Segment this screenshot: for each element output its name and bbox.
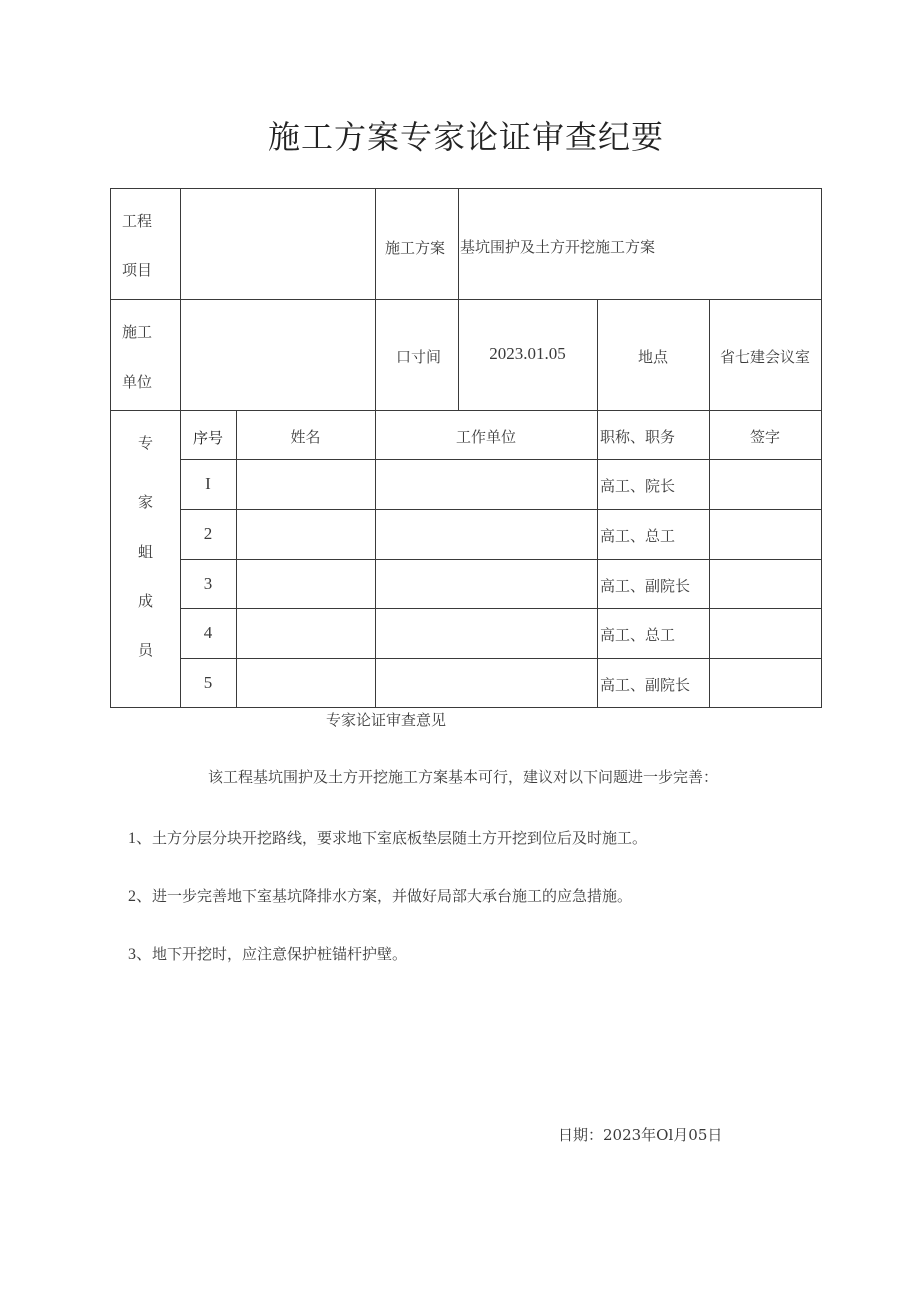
opinion-item-1: [128, 825, 647, 848]
opinion-item-2-index: 2、: [128, 888, 153, 905]
opinion-item-3-text: 地下开挖时，应注意保护桩锚杆护壁。: [152, 945, 408, 963]
document-title: 施工方案专家论证审查纪要: [267, 118, 664, 156]
opinion-item-2-text: 进一步完善地下室基坑降排水方案，并做好局部大承台施工的应急措施。: [152, 887, 633, 905]
opinion-item-2: [128, 883, 632, 906]
header-seq: 序号: [192, 429, 223, 447]
row-4-seq: 4: [203, 623, 213, 642]
expert-group-char-2: 家: [138, 493, 154, 511]
row-2-seq: 2: [203, 524, 213, 543]
expert-group-char-5: 员: [138, 641, 154, 659]
opinion-item-1-text: 土方分层分块开挖路线，要求地下室底板垫层随土方开挖到位后及时施工。: [152, 829, 648, 847]
row-1-seq: I: [205, 474, 211, 493]
row-5-seq: 5: [203, 673, 213, 692]
review-date: 日期：2023年Ol月05日: [558, 1126, 723, 1144]
opinion-item-3-index: 3、: [128, 946, 153, 963]
time-label: 口寸间: [396, 348, 442, 366]
project-label-line2: 项目: [122, 261, 153, 279]
row-3-seq: 3: [203, 574, 213, 593]
time-value: 2023.01.05: [489, 344, 566, 363]
header-org: 工作单位: [455, 428, 516, 446]
place-label: 地点: [637, 348, 668, 366]
row-1-title: 高工、院长: [600, 477, 676, 495]
place-value: 省七建会议室: [719, 348, 810, 366]
header-sign: 签字: [749, 428, 780, 446]
row-4-title: 高工、总工: [600, 626, 676, 644]
opinion-item-1-index: 1、: [128, 830, 153, 847]
expert-group-char-4: 成: [138, 592, 154, 610]
expert-group-char-3: 蛆: [138, 543, 154, 561]
project-label-line1: 工程: [122, 212, 153, 230]
opinion-heading: 专家论证审查意见: [326, 711, 447, 729]
row-3-title: 高工、副院长: [600, 577, 691, 595]
unit-label-line2: 单位: [122, 373, 153, 391]
plan-value: 基坑围护及土方开挖施工方案: [460, 238, 656, 256]
plan-label: 施工方案: [385, 239, 446, 257]
opinion-item-3: [128, 941, 407, 964]
row-2-title: 高工、总工: [600, 527, 676, 545]
header-name: 姓名: [290, 428, 321, 446]
header-title: 职称、职务: [600, 428, 676, 446]
expert-group-char-1: 专: [138, 434, 154, 452]
opinion-intro: 该工程基坑围护及土方开挖施工方案基本可行，建议对以下问题进一步完善：: [208, 768, 719, 786]
unit-label-line1: 施工: [122, 323, 153, 341]
row-5-title: 高工、副院长: [600, 676, 691, 694]
